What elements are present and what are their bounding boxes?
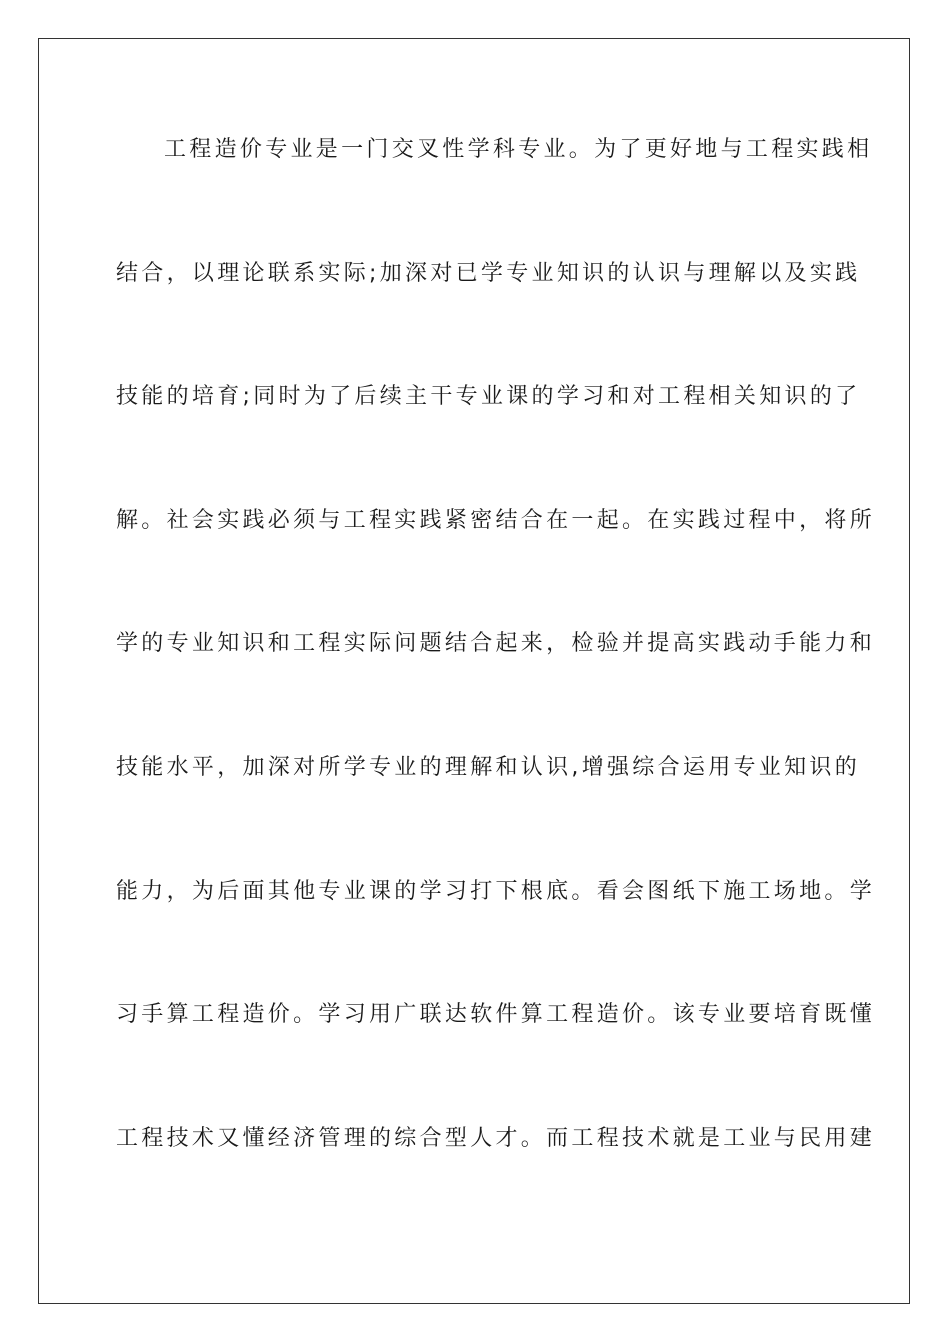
paragraph-line: 技能的培育;同时为了后续主干专业课的学习和对工程相关知识的了	[116, 384, 861, 409]
paragraph-line: 习手算工程造价。学习用广联达软件算工程造价。该专业要培育既懂	[116, 1002, 876, 1027]
page-border	[38, 38, 910, 1304]
paragraph-line: 工程造价专业是一门交叉性学科专业。为了更好地与工程实践相	[164, 137, 873, 162]
paragraph-line: 学的专业知识和工程实际问题结合起来，检验并提高实践动手能力和	[116, 631, 876, 656]
paragraph-line: 解。社会实践必须与工程实践紧密结合在一起。在实践过程中，将所	[116, 508, 876, 533]
paragraph-line: 工程技术又懂经济管理的综合型人才。而工程技术就是工业与民用建	[116, 1126, 876, 1151]
paragraph-line: 能力，为后面其他专业课的学习打下根底。看会图纸下施工场地。学	[116, 879, 876, 904]
paragraph-line: 技能水平，加深对所学专业的理解和认识,增强综合运用专业知识的	[116, 755, 860, 780]
paragraph-line: 结合，以理论联系实际;加深对已学专业知识的认识与理解以及实践	[116, 261, 861, 286]
